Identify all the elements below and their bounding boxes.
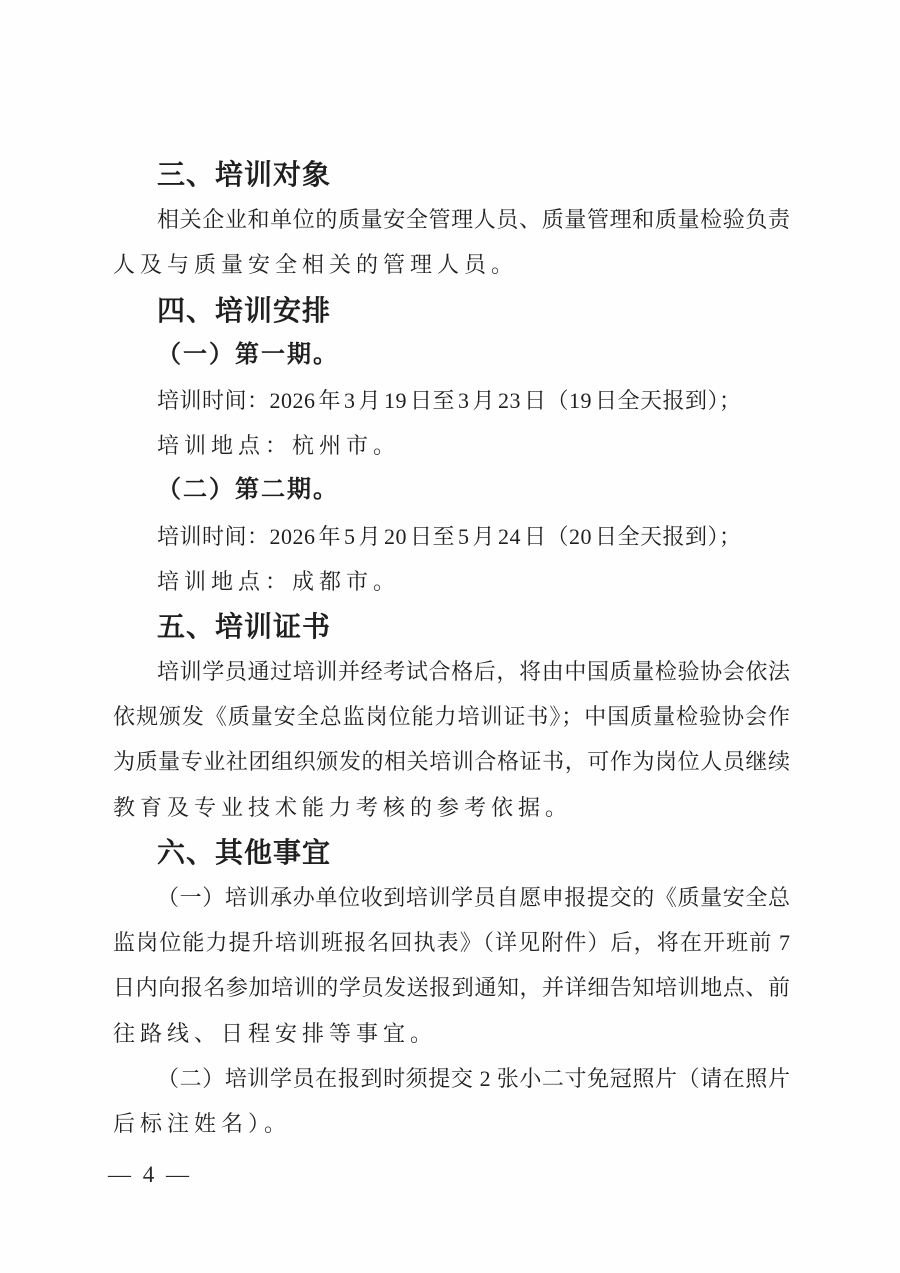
body-line: 日内向报名参加培训的学员发送报到通知，并详细告知培训地点、前 [113,975,790,1001]
body-line: 为质量专业社团组织颁发的相关培训合格证书，可作为岗位人员继续 [113,749,790,775]
body-line: 培训学员通过培训并经考试合格后，将由中国质量检验协会依法 [157,659,790,685]
body-line: （一）培训承办单位收到培训学员自愿申报提交的《质量安全总 [157,885,790,910]
subsection-heading-session-2: （二）第二期。 [157,477,339,504]
body-line: 依规颁发《质量安全总监岗位能力培训证书》；中国质量检验协会作 [113,704,790,730]
body-line: 人及与质量安全相关的管理人员。 [113,252,519,278]
page-number: — 4 — [108,1162,192,1187]
body-line: 相关企业和单位的质量安全管理人员、质量管理和质量检验负责 [157,207,790,233]
body-line-session-2-location: 培训地点：成都市。 [157,568,401,594]
body-line: 监岗位能力提升培训班报名回执表》（详见附件）后，将在开班前 7 [113,930,790,956]
body-line: 往路线、日程安排等事宜。 [113,1020,438,1046]
section-heading-training-schedule: 四、培训安排 [157,294,332,326]
body-line-session-1-location: 培训地点：杭州市。 [157,433,401,459]
body-line: 教育及专业技术能力考核的参考依据。 [113,794,573,820]
section-heading-certificate: 五、培训证书 [157,610,332,642]
document-body [113,152,790,1146]
body-line-session-1-time: 培训时间：2026 年 3 月 19 日至 3 月 23 日（19 日全天报到）； [157,387,742,413]
body-line-session-2-time: 培训时间：2026 年 5 月 20 日至 5 月 24 日（20 日全天报到）； [157,523,742,549]
section-heading-other-matters: 六、其他事宜 [157,836,332,868]
subsection-heading-session-1: （一）第一期。 [157,341,339,368]
body-line: 后标注姓名）。 [113,1110,292,1136]
body-line: （二）培训学员在报到时须提交 2 张小二寸免冠照片（请在照片 [157,1065,790,1091]
section-heading-training-targets: 三、培训对象 [157,159,332,190]
